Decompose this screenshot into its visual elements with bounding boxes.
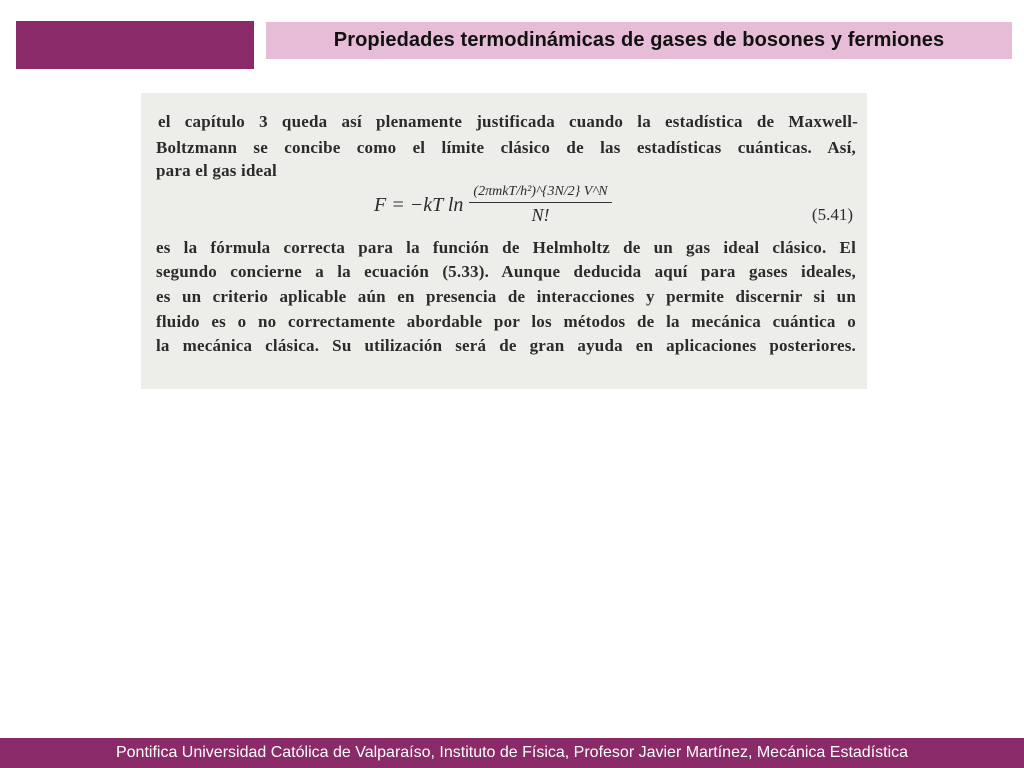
scanned-text-image bbox=[141, 93, 867, 389]
formula-lhs: F = −kT ln bbox=[374, 193, 464, 216]
scan-line: es un criterio aplicable aún en presencia de interacciones y permite discernir si un bbox=[156, 287, 856, 306]
formula-fraction bbox=[469, 184, 611, 226]
scan-line: el capítulo 3 queda así plenamente justificada cuando la estadística de Maxwell- bbox=[158, 112, 858, 131]
equation-number: (5.41) bbox=[811, 205, 853, 224]
slide-title: Propiedades termodinámicas de gases de bosones y fermiones bbox=[333, 29, 945, 51]
formula-denominator: N! bbox=[531, 205, 550, 225]
formula-numerator: (2πmkT/h²)^{3N/2} V^N bbox=[469, 184, 611, 203]
scan-line: Boltzmann se concibe como el límite clásico de las estadísticas cuánticas. Así, bbox=[156, 138, 856, 157]
scan-line: segundo concierne a la ecuación (5.33). Aunque deducida aquí para gases ideales, bbox=[156, 262, 856, 281]
footer-text: Pontifica Universidad Católica de Valparaíso, Instituto de Física, Profesor Javier Martínez, Mecánica Estadística bbox=[115, 744, 909, 761]
header-accent-block bbox=[16, 21, 254, 69]
title-bar bbox=[266, 22, 1012, 59]
scan-line: fluido es o no correctamente abordable por los métodos de la mecánica cuántica o bbox=[156, 312, 856, 331]
helmholtz-formula bbox=[374, 175, 612, 235]
scan-line: para el gas ideal bbox=[156, 161, 277, 180]
scan-line: la mecánica clásica. Su utilización será de gran ayuda en aplicaciones posteriores. bbox=[156, 336, 856, 355]
footer-bar bbox=[0, 738, 1024, 768]
scan-line: es la fórmula correcta para la función de Helmholtz de un gas ideal clásico. El bbox=[156, 238, 856, 257]
